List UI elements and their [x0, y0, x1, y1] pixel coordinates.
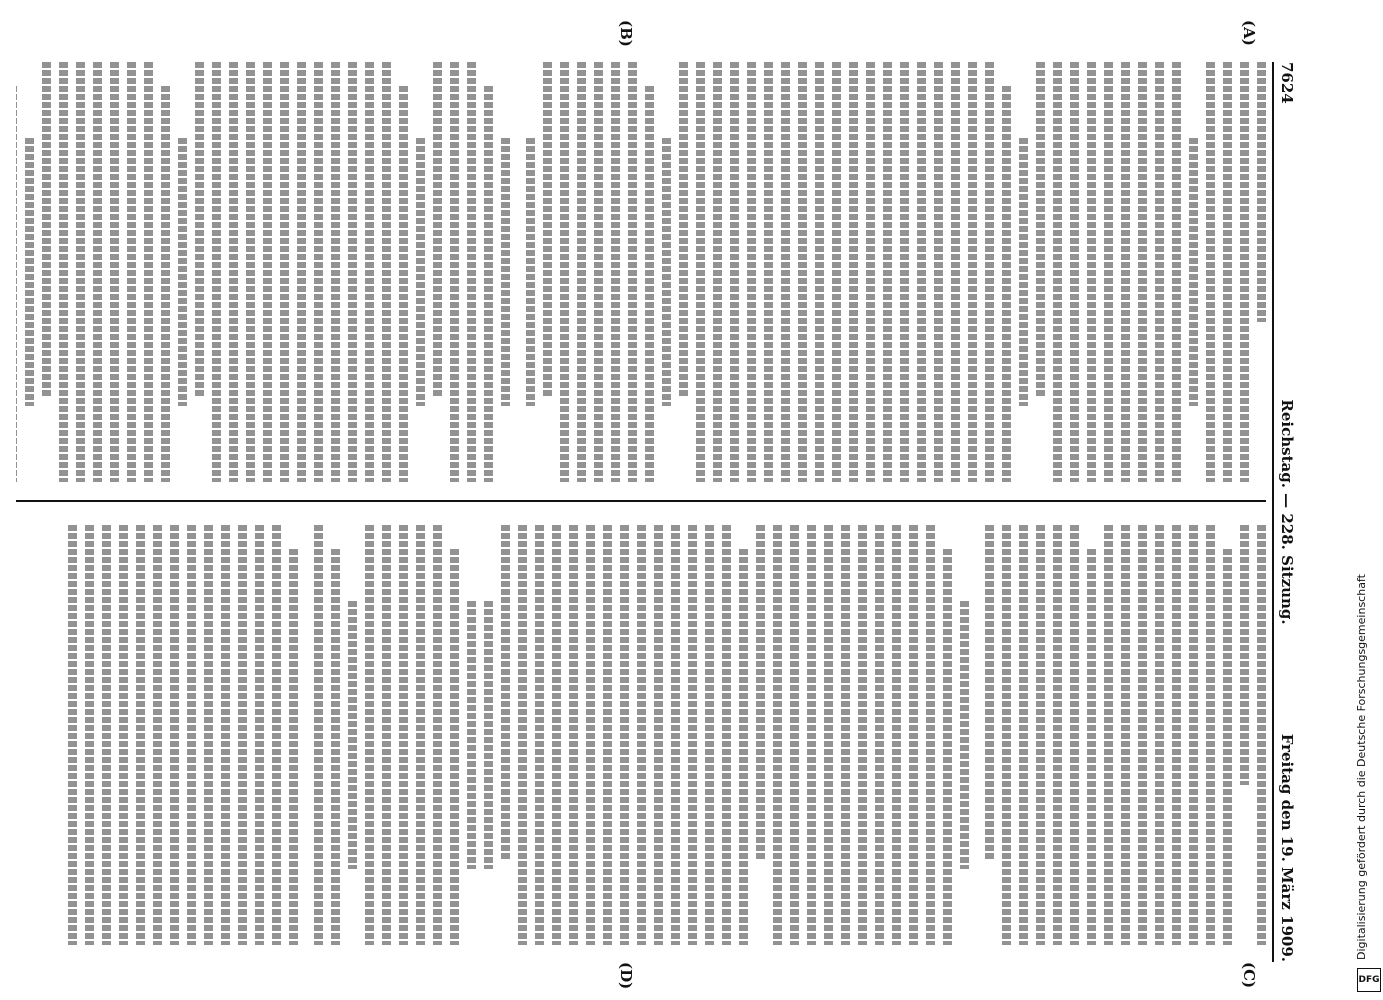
margin-marker-b: (B): [617, 20, 635, 47]
dfg-logo-icon: DFG: [1357, 968, 1381, 992]
margin-marker-d: (D): [617, 962, 635, 990]
header-title: Reichstag. — 228. Sitzung.: [1278, 399, 1296, 625]
digitization-imprint: [1355, 0, 1383, 1000]
imprint-text: Digitalisierung gefördert durch die Deutsche Forschungsgemeinschaft: [1355, 574, 1368, 960]
margin-marker-c: (C): [1240, 962, 1258, 989]
column-left: [16, 62, 1266, 482]
column-divider: [16, 500, 1266, 502]
margin-marker-a: (A): [1240, 20, 1258, 46]
running-header: [1270, 62, 1302, 962]
column-right: [16, 525, 1266, 945]
header-rule: [1272, 62, 1274, 962]
header-date: Freitag den 19. März 1909.: [1278, 733, 1296, 962]
page-number: 7624: [1278, 62, 1296, 104]
